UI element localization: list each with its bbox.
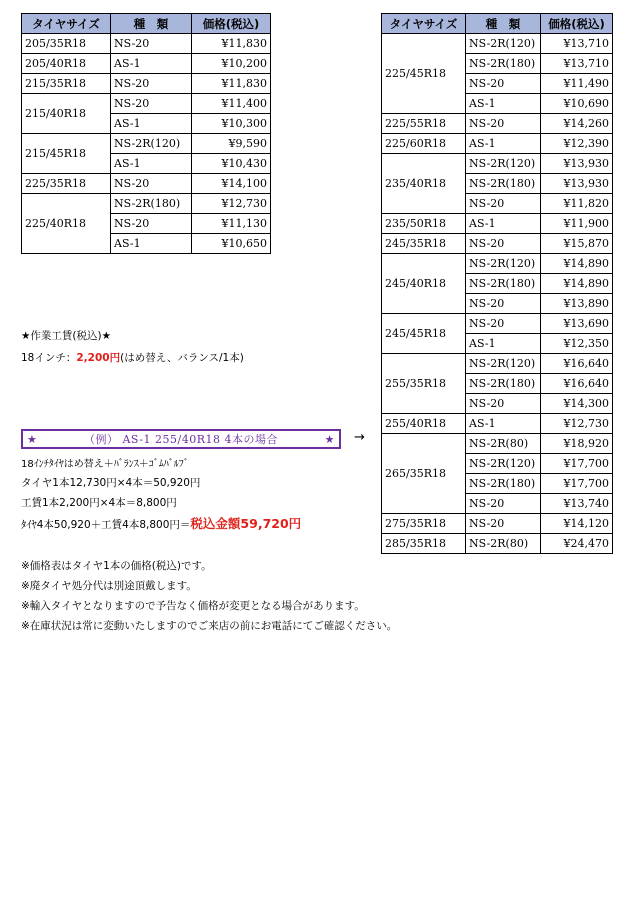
tire-type-cell: NS-20 — [466, 394, 541, 414]
tire-size-cell: 225/45R18 — [382, 34, 466, 114]
price-cell: ¥17,700 — [541, 474, 613, 494]
tire-size-cell: 255/40R18 — [382, 414, 466, 434]
tire-type-cell: NS-20 — [111, 34, 192, 54]
tire-type-cell: AS-1 — [111, 54, 192, 74]
tire-size-cell: 285/35R18 — [382, 534, 466, 554]
labor-line — [21, 350, 244, 365]
labor-amount: 2,200円 — [76, 352, 121, 364]
header-tire-size: タイヤサイズ — [382, 14, 466, 34]
table-header-row — [382, 14, 613, 34]
tire-size-cell: 225/55R18 — [382, 114, 466, 134]
price-cell: ¥17,700 — [541, 454, 613, 474]
tire-type-cell: AS-1 — [111, 234, 192, 254]
price-cell: ¥13,710 — [541, 34, 613, 54]
tire-type-cell: NS-20 — [466, 494, 541, 514]
tire-type-cell: NS-2R(80) — [466, 534, 541, 554]
tire-size-cell: 235/40R18 — [382, 154, 466, 214]
table-row — [382, 134, 613, 154]
table-row — [382, 414, 613, 434]
table-row — [382, 214, 613, 234]
tire-type-cell: NS-2R(180) — [466, 274, 541, 294]
tire-type-cell: NS-20 — [111, 94, 192, 114]
table-row — [22, 94, 271, 114]
tire-type-cell: NS-20 — [466, 234, 541, 254]
tire-type-cell: NS-2R(120) — [466, 254, 541, 274]
tire-type-cell: NS-20 — [466, 314, 541, 334]
tire-type-cell: NS-20 — [111, 174, 192, 194]
price-cell: ¥14,120 — [541, 514, 613, 534]
price-cell: ¥13,690 — [541, 314, 613, 334]
price-cell: ¥16,640 — [541, 374, 613, 394]
table-row — [382, 534, 613, 554]
tire-size-cell: 225/40R18 — [22, 194, 111, 254]
star-icon-right: ★ — [324, 432, 335, 446]
example-banner — [21, 429, 341, 449]
price-cell: ¥14,100 — [192, 174, 271, 194]
table-row — [382, 34, 613, 54]
tire-size-cell: 205/35R18 — [22, 34, 111, 54]
tire-type-cell: NS-20 — [466, 194, 541, 214]
example-line-1: 18ｲﾝﾁﾀｲﾔはめ替え＋ﾊﾞﾗﾝｽ＋ｺﾞﾑﾊﾞﾙﾌﾞ — [21, 459, 189, 470]
labor-title: ★作業工賃(税込)★ — [21, 330, 112, 342]
tire-size-cell: 265/35R18 — [382, 434, 466, 514]
table-row — [382, 434, 613, 454]
table-row — [382, 234, 613, 254]
tire-size-cell: 245/35R18 — [382, 234, 466, 254]
tire-size-cell: 245/40R18 — [382, 254, 466, 314]
table-row — [22, 74, 271, 94]
price-cell: ¥10,690 — [541, 94, 613, 114]
header-price: 価格(税込) — [192, 14, 271, 34]
price-cell: ¥11,130 — [192, 214, 271, 234]
price-cell: ¥10,300 — [192, 114, 271, 134]
note-2: ※廃タイヤ処分代は別途頂戴します。 — [21, 580, 197, 592]
price-cell: ¥24,470 — [541, 534, 613, 554]
table-row — [382, 514, 613, 534]
table-row — [22, 194, 271, 214]
price-cell: ¥11,820 — [541, 194, 613, 214]
tire-type-cell: AS-1 — [466, 94, 541, 114]
tire-size-cell: 255/35R18 — [382, 354, 466, 414]
table-row — [22, 34, 271, 54]
tire-type-cell: NS-2R(120) — [466, 154, 541, 174]
price-cell: ¥14,890 — [541, 274, 613, 294]
star-icon-left: ★ — [27, 432, 38, 446]
tire-type-cell: AS-1 — [466, 214, 541, 234]
table-row — [382, 154, 613, 174]
tire-type-cell: NS-20 — [466, 294, 541, 314]
table-row — [22, 54, 271, 74]
price-cell: ¥14,260 — [541, 114, 613, 134]
tire-size-cell: 245/45R18 — [382, 314, 466, 354]
price-cell: ¥9,590 — [192, 134, 271, 154]
price-cell: ¥11,830 — [192, 74, 271, 94]
tire-type-cell: NS-20 — [466, 114, 541, 134]
tire-size-cell: 215/40R18 — [22, 94, 111, 134]
tire-type-cell: NS-2R(180) — [466, 174, 541, 194]
header-type: 種 類 — [111, 14, 192, 34]
price-cell: ¥13,740 — [541, 494, 613, 514]
price-cell: ¥10,200 — [192, 54, 271, 74]
table-row — [22, 134, 271, 154]
note-3: ※輸入タイヤとなりますので予告なく価格が変更となる場合があります。 — [21, 600, 365, 612]
tire-type-cell: AS-1 — [466, 414, 541, 434]
tire-type-cell: AS-1 — [111, 114, 192, 134]
price-cell: ¥14,300 — [541, 394, 613, 414]
example-total: 税込金額59,720円 — [190, 516, 302, 531]
price-cell: ¥11,400 — [192, 94, 271, 114]
price-cell: ¥12,390 — [541, 134, 613, 154]
tire-type-cell: NS-20 — [111, 74, 192, 94]
table-row — [22, 174, 271, 194]
header-price: 価格(税込) — [541, 14, 613, 34]
price-table-left — [21, 13, 271, 254]
labor-prefix: 18インチ： — [21, 352, 77, 364]
price-cell: ¥18,920 — [541, 434, 613, 454]
tire-size-cell: 205/40R18 — [22, 54, 111, 74]
labor-suffix: (はめ替え、バランス/1本) — [120, 352, 244, 364]
table-row — [382, 114, 613, 134]
price-cell: ¥11,830 — [192, 34, 271, 54]
tire-size-cell: 235/50R18 — [382, 214, 466, 234]
note-4: ※在庫状況は常に変動いたしますのでご来店の前にお電話にてご確認ください。 — [21, 620, 398, 632]
table-row — [382, 254, 613, 274]
tire-size-cell: 225/35R18 — [22, 174, 111, 194]
price-cell: ¥10,650 — [192, 234, 271, 254]
header-type: 種 類 — [466, 14, 541, 34]
price-cell: ¥10,430 — [192, 154, 271, 174]
note-1: ※価格表はタイヤ1本の価格(税込)です。 — [21, 560, 212, 572]
price-cell: ¥15,870 — [541, 234, 613, 254]
tire-type-cell: NS-20 — [111, 214, 192, 234]
price-cell: ¥13,930 — [541, 174, 613, 194]
example-line-2: タイヤ1本12,730円×4本＝50,920円 — [21, 477, 201, 489]
example-line-4 — [21, 514, 301, 532]
price-cell: ¥11,490 — [541, 74, 613, 94]
tire-type-cell: NS-2R(80) — [466, 434, 541, 454]
tire-type-cell: NS-2R(120) — [466, 34, 541, 54]
price-cell: ¥13,930 — [541, 154, 613, 174]
example-line-3: 工賃1本2,200円×4本＝8,800円 — [21, 497, 177, 509]
tire-type-cell: NS-2R(120) — [466, 454, 541, 474]
price-cell: ¥12,730 — [192, 194, 271, 214]
tire-size-cell: 225/60R18 — [382, 134, 466, 154]
price-cell: ¥11,900 — [541, 214, 613, 234]
price-table-right — [381, 13, 613, 554]
tire-size-cell: 215/45R18 — [22, 134, 111, 174]
price-cell: ¥12,350 — [541, 334, 613, 354]
table-row — [382, 354, 613, 374]
tire-type-cell: NS-2R(180) — [466, 474, 541, 494]
tire-type-cell: AS-1 — [466, 134, 541, 154]
tire-type-cell: AS-1 — [466, 334, 541, 354]
table-header-row — [22, 14, 271, 34]
tire-type-cell: NS-20 — [466, 514, 541, 534]
tire-size-cell: 215/35R18 — [22, 74, 111, 94]
price-cell: ¥13,890 — [541, 294, 613, 314]
price-cell: ¥13,710 — [541, 54, 613, 74]
arrow-right-icon: → — [354, 430, 365, 445]
example-line-4-prefix: ﾀｲﾔ4本50,920＋工賃4本8,800円＝ — [21, 519, 191, 531]
table-row — [382, 314, 613, 334]
tire-type-cell: AS-1 — [111, 154, 192, 174]
tire-type-cell: NS-2R(180) — [111, 194, 192, 214]
header-tire-size: タイヤサイズ — [22, 14, 111, 34]
price-cell: ¥16,640 — [541, 354, 613, 374]
price-cell: ¥14,890 — [541, 254, 613, 274]
tire-type-cell: NS-2R(180) — [466, 374, 541, 394]
tire-type-cell: NS-2R(180) — [466, 54, 541, 74]
tire-type-cell: NS-20 — [466, 74, 541, 94]
tire-size-cell: 275/35R18 — [382, 514, 466, 534]
example-title: （例） AS-1 255/40R18 4本の場合 — [83, 433, 279, 446]
tire-type-cell: NS-2R(120) — [466, 354, 541, 374]
tire-type-cell: NS-2R(120) — [111, 134, 192, 154]
price-cell: ¥12,730 — [541, 414, 613, 434]
